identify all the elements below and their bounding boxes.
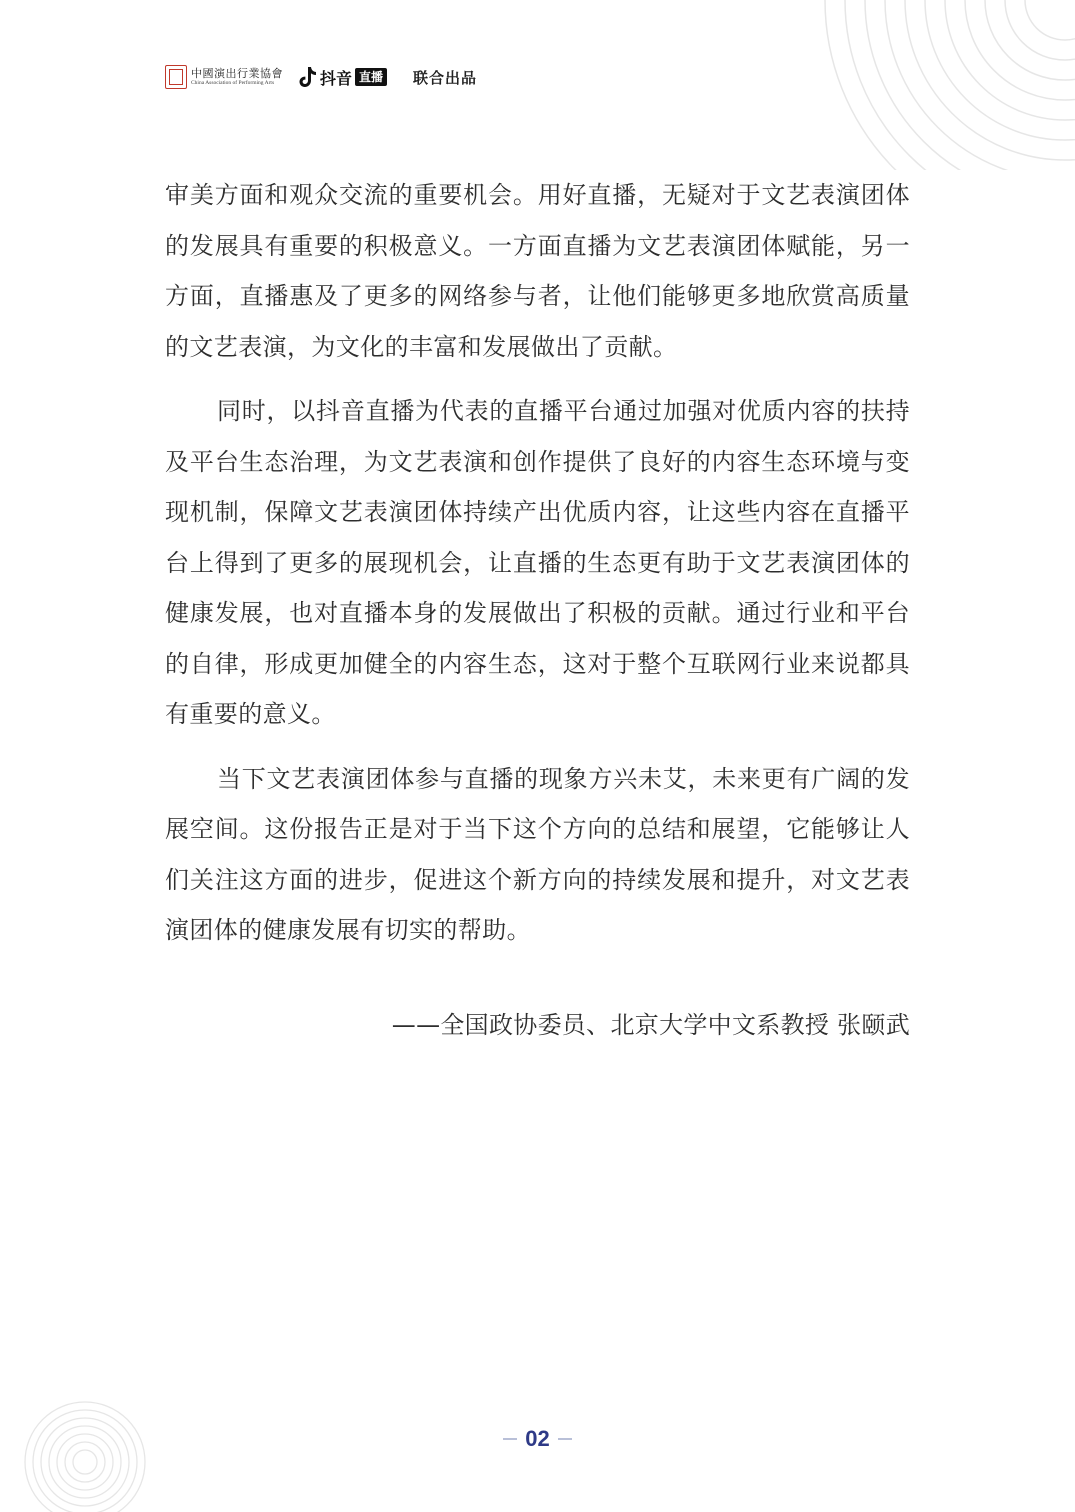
page-number-text: 02 [525,1426,550,1451]
seal-icon [165,65,187,89]
body-content [165,170,910,970]
live-badge: 直播 [355,68,387,86]
page-number-left-dash [503,1438,517,1440]
paragraph-2: 同时，以抖音直播为代表的直播平台通过加强对优质内容的扶持及平台生态治理，为文艺表演和创作提供了良好的内容生态环境与变现机制，保障文艺表演团体持续产出优质内容，让这些内容在直播平台上得到了更多的展现机会，让直播的生态更有助于文艺表演团体的健康发展，也对直播本身的发展做出了积极的贡献。通过行业和平台的自律，形成更加健全的内容生态，这对于整个互联网行业来说都具有重要的意义。 [165,397,910,728]
page-number-right-dash [558,1438,572,1440]
page-header [165,62,477,92]
cpa-name-en: China Association of Performing Arts [191,79,275,86]
paragraph-1: 审美方面和观众交流的重要机会。用好直播，无疑对于文艺表演团体的发展具有重要的积极意义。一方面直播为文艺表演团体赋能，另一方面，直播惠及了更多的网络参与者，让他们能够更多地欣赏高质量的文艺表演，为文化的丰富和发展做出了贡献。 [165,181,910,361]
author-signature: ——全国政协委员、北京大学中文系教授 张颐武 [391,1011,910,1039]
cpa-name-cn: 中國演出行業協會 [191,66,283,80]
joint-production-label: 联合出品 [413,68,478,87]
douyin-live-logo [299,66,387,89]
decorative-rings-top [735,0,1075,170]
music-note-icon [299,66,317,88]
paragraph-3: 当下文艺表演团体参与直播的现象方兴未艾，未来更有广阔的发展空间。这份报告正是对于当下这个方向的总结和展望，它能够让人们关注这方面的进步，促进这个新方向的持续发展和提升，对文艺表演团体的健康发展有切实的帮助。 [165,764,910,944]
douyin-name: 抖音 [320,68,353,88]
cpa-logo [165,65,283,89]
page-number [0,1426,1075,1452]
